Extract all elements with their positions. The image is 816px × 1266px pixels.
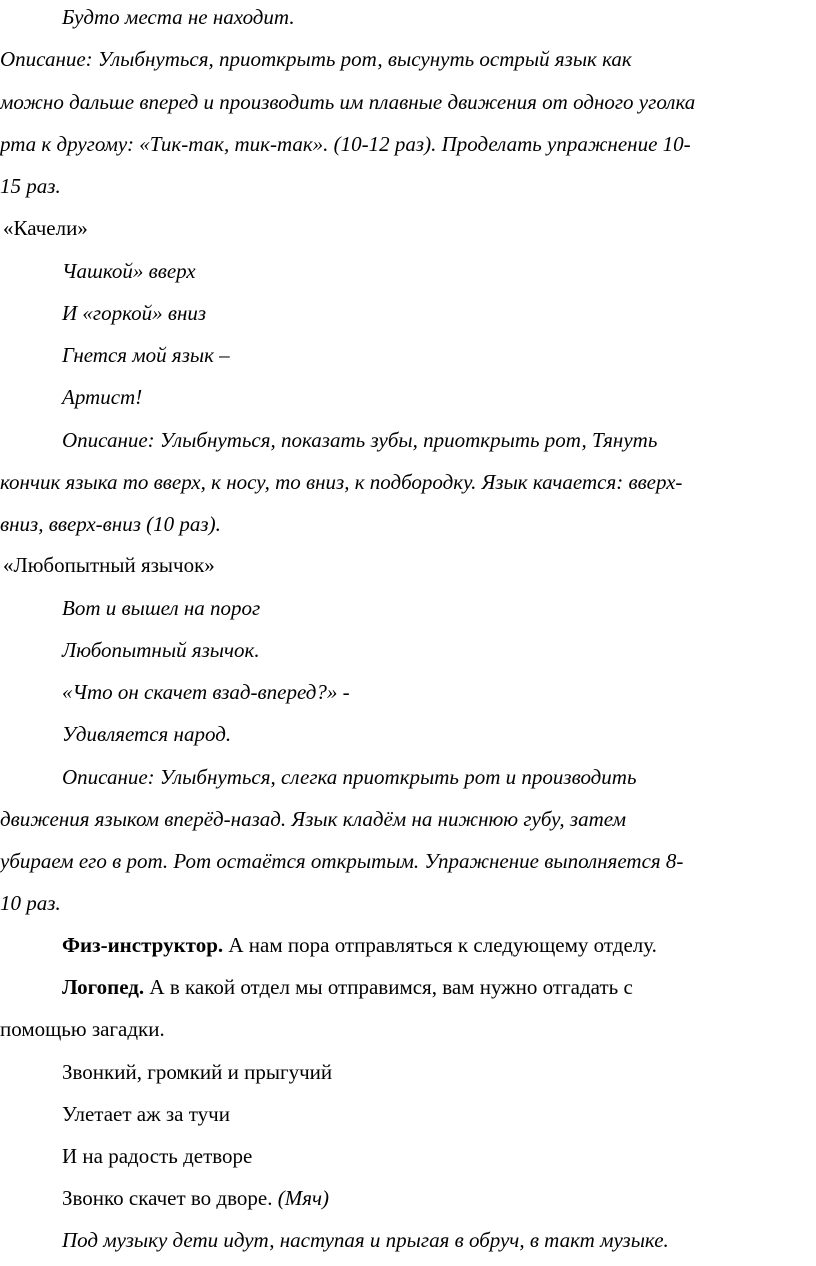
dialogue-line bbox=[62, 932, 657, 958]
description-line: рта к другому: «Тик-так, тик-так». (10-12 раз). Проделать упражнение 10- bbox=[0, 132, 691, 156]
poem-line: Любопытный язычок. bbox=[62, 638, 260, 662]
description-line: убираем его в рот. Рот остаётся открытым. Упражнение выполняется 8- bbox=[0, 849, 684, 873]
description-line: 10 раз. bbox=[0, 891, 61, 915]
riddle-line bbox=[62, 1185, 329, 1211]
speech-text: А в какой отдел мы отправимся, вам нужно отгадать с bbox=[144, 975, 633, 999]
riddle-line: Улетает аж за тучи bbox=[62, 1102, 230, 1126]
riddle-text: Звонко скачет во дворе. bbox=[62, 1186, 278, 1210]
poem-line: Чашкой» вверх bbox=[62, 259, 196, 283]
description-line: Описание: Улыбнуться, слегка приоткрыть рот и производить bbox=[62, 765, 637, 789]
description-line: можно дальше вперед и производить им плавные движения от одного уголка bbox=[0, 90, 696, 114]
speaker-name: Логопед. bbox=[62, 975, 145, 999]
speaker-name: Физ-инструктор. bbox=[62, 933, 224, 957]
exercise-title: «Любопытный язычок» bbox=[3, 553, 215, 577]
riddle-line: И на радость детворе bbox=[62, 1144, 253, 1168]
description-line: Описание: Улыбнуться, показать зубы, приоткрыть рот, Тянуть bbox=[62, 428, 658, 452]
poem-line: Будто места не находит. bbox=[62, 5, 295, 29]
dialogue-line bbox=[62, 974, 633, 1000]
poem-line: Удивляется народ. bbox=[62, 722, 232, 746]
poem-line: Вот и вышел на порог bbox=[62, 596, 261, 620]
speech-text: А нам пора отправляться к следующему отделу. bbox=[223, 933, 657, 957]
description-line: Описание: Улыбнуться, приоткрыть рот, высунуть острый язык как bbox=[0, 47, 632, 71]
riddle-line: Звонкий, громкий и прыгучий bbox=[62, 1060, 333, 1084]
poem-line: «Что он скачет взад-вперед?» - bbox=[62, 680, 350, 704]
description-line: 15 раз. bbox=[0, 174, 61, 198]
poem-line: Артист! bbox=[62, 385, 143, 409]
dialogue-line: помощью загадки. bbox=[0, 1017, 165, 1041]
riddle-answer: (Мяч) bbox=[277, 1186, 329, 1210]
description-line: движения языком вперёд-назад. Язык кладём на нижнюю губу, затем bbox=[0, 807, 626, 831]
description-line: кончик языка то вверх, к носу, то вниз, к подбородку. Язык качается: вверх- bbox=[0, 470, 683, 494]
description-line: вниз, вверх-вниз (10 раз). bbox=[0, 512, 221, 536]
poem-line: Гнется мой язык – bbox=[62, 343, 230, 367]
stage-direction: Под музыку дети идут, наступая и прыгая в обруч, в такт музыке. bbox=[62, 1228, 669, 1252]
exercise-title: «Качели» bbox=[3, 216, 88, 240]
poem-line: И «горкой» вниз bbox=[62, 301, 207, 325]
